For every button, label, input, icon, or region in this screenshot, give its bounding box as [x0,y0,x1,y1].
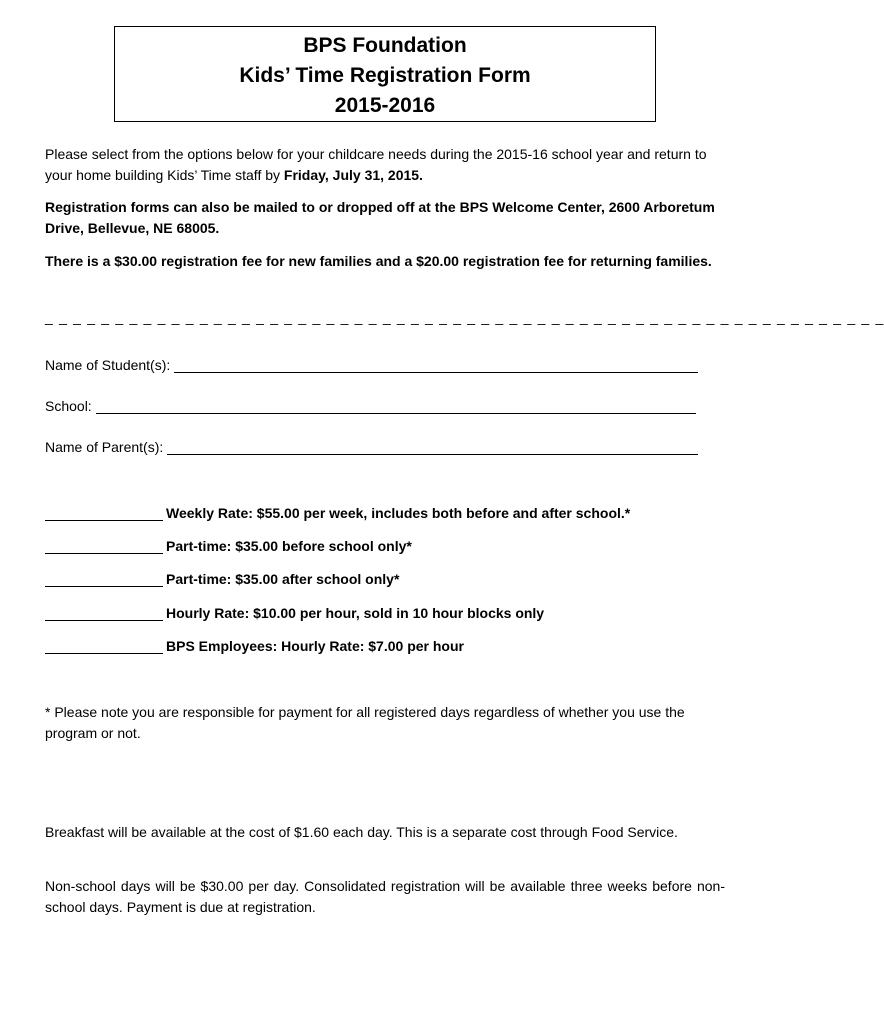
rate-option-before-school[interactable] [45,535,412,557]
rate-option-weekly[interactable] [45,502,630,524]
student-name-line[interactable] [174,356,698,373]
rate-option-hourly[interactable] [45,602,544,624]
rate-blank[interactable] [45,637,163,654]
payment-note: * Please note you are responsible for payment for all registered days regardless of whether you use the program or not. [45,704,685,741]
rate-option-after-school[interactable] [45,568,399,590]
rate-blank[interactable] [45,504,163,521]
rate-blank[interactable] [45,604,163,621]
student-name-field[interactable] [45,354,698,376]
non-school-days-note: Non-school days will be $30.00 per day. Consolidated registration will be available three weeks before non-school days. Payment is due at registration. [45,878,725,915]
rate-label: Weekly Rate: $55.00 per week, includes both before and after school.* [166,505,631,521]
rate-blank[interactable] [45,537,163,554]
rate-label: BPS Employees: Hourly Rate: $7.00 per hour [166,638,464,654]
rate-blank[interactable] [45,570,163,587]
intro-text: Please select from the options below for your childcare needs during the 2015-16 school year and return to your home building Kids’ Time staff by [45,146,707,183]
rate-label: Hourly Rate: $10.00 per hour, sold in 10 hour blocks only [166,605,545,621]
school-field[interactable] [45,395,696,417]
student-name-label: Name of Student(s): [45,357,171,373]
parent-name-line[interactable] [167,438,698,455]
deadline-text: Friday, July 31, 2015. [283,167,423,183]
parent-name-field[interactable] [45,436,698,458]
rate-label: Part-time: $35.00 before school only* [166,538,412,554]
mail-note: Registration forms can also be mailed to or dropped off at the BPS Welcome Center, 2600 Arboretum Drive, Bellevue, NE 68005. [45,199,715,236]
parent-name-label: Name of Parent(s): [45,439,164,455]
rate-option-employees[interactable] [45,635,464,657]
rate-label: Part-time: $35.00 after school only* [166,571,400,587]
school-year: 2015-2016 [334,94,436,117]
breakfast-note: Breakfast will be available at the cost of $1.60 each day. This is a separate cost through Food Service. [45,824,678,840]
school-label: School: [45,398,92,414]
form-title: Kids’ Time Registration Form [239,64,531,87]
intro-paragraph [45,144,725,186]
fee-note: There is a $30.00 registration fee for new families and a $20.00 registration fee for returning families. [45,253,712,269]
school-line[interactable] [96,397,696,414]
form-title-box [114,26,656,122]
dashed-separator: _ _ _ _ _ _ _ _ _ _ _ _ _ _ _ _ _ _ _ _ _ _ _ _ _ _ _ _ _ _ _ _ _ _ _ _ _ _ _ _ _ _ _ _ _ _ _ _ _ _ _ _ _ _ _ _ _ _ _ _ [45,309,884,325]
organization-name: BPS Foundation [303,34,467,57]
